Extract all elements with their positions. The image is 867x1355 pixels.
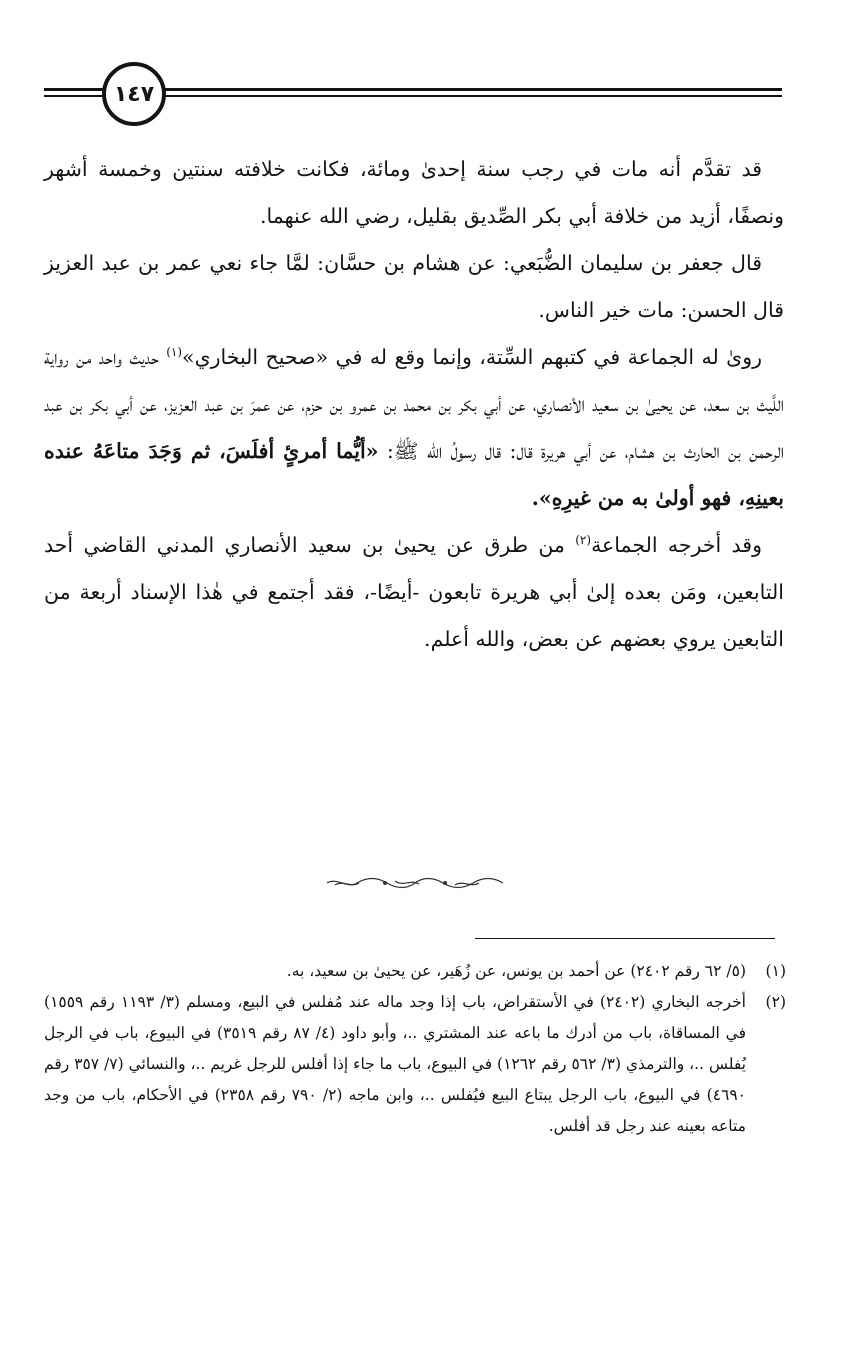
header-rule-right — [164, 88, 782, 91]
page-number: ١٤٧ — [102, 62, 166, 126]
footnote-text: أخرجه البخاري (٢٤٠٢) في الأستقراض، باب إذا وجد ماله عند مُفلس في البيع، ومسلم (٣/ ١١٩٣ رقم ١٥٥٩) في المساقاة، باب من أدرك ما باعه عند المشتري ..، وأبو داود (٤/ ٨٧ رقم ٣٥١٩) في البيوع، باب في الرجل يُفلس ..، والترمذي (٣/ ٥٦٢ رقم ١٢٦٢) في البيوع، باب ما جاء إذا أفلس للرجل غريم ..، والنسائي (٧/ ٣٥٧ رقم ٤٦٩٠) في البيوع، باب الرجل يبتاع البيع فيُفلس ..، وابن ماجه (٢/ ٧٩٠ رقم ٢٣٥٨) في الأحكام، باب من وجد متاعه بعينه عند رجل قد أفلس. — [44, 993, 747, 1135]
paragraph-4-part-b: من طرق عن يحيىٰ بن سعيد الأنصاري المدني القاضي أحد التابعين، ومَن بعده إلىٰ أبي هريرة تابعون -أيضًا-، فقد أجتمع في هٰذا الإسناد أربعة من التابعين يروي بعضهم عن بعض، والله أعلم. — [44, 533, 784, 651]
paragraph-2: قال جعفر بن سليمان الضُّبَعي: عن هشام بن حسَّان: لمَّا جاء نعي عمر بن عبد العزيز قال الحسن: مات خير الناس. — [44, 251, 784, 322]
footnote-1 — [44, 956, 786, 987]
footnote-ref-1[interactable]: (١) — [166, 345, 183, 360]
paragraph-3-part-b: حديث واحد من رواية اللَّيث بن سعد، عن يحيىٰ بن سعيد الأنصاري، عن أبي بكر بن محمد بن عمرو بن حزم، عن عمرَ بن عبد العزيز، عن أبي بكر بن عبد الرحمن بن الحارث بن هشام، عن أبي هريرة قال: قال رسولُ الله ﷺ: — [44, 345, 784, 463]
footnotes — [44, 956, 786, 1142]
main-text — [44, 146, 784, 663]
paragraph-1: قد تقدَّم أنه مات في رجب سنة إحدىٰ ومائة، فكانت خلافته سنتين وخمسة أشهر ونصفًا، أزيد من خلافة أبي بكر الصِّديق بقليل، رضي الله عنهما. — [44, 157, 784, 228]
footnote-number: (١) — [765, 962, 786, 980]
hadith-text: «أيُّما أمرئٍ أفلَسَ، ثم وَجَدَ متاعَهُ عنده بعينِهِ، فهو أولىٰ به من غيرِهِ». — [44, 439, 784, 510]
footnote-separator — [475, 938, 775, 939]
footnote-text: (٥/ ٦٢ رقم ٢٤٠٢) عن أحمد بن يونس، عن زُهَير، عن يحيىٰ بن سعيد، به. — [286, 962, 746, 980]
footnote-number: (٢) — [765, 993, 786, 1011]
page-header — [44, 62, 782, 132]
paragraph-3-part-a: رویٰ له الجماعة في كتبهم السِّتة، وإنما وقع له في «صحيح البخاري» — [182, 345, 762, 369]
header-rule-left — [44, 88, 104, 91]
header-rule-left-thin — [44, 95, 104, 97]
header-rule-right-thin — [164, 95, 782, 97]
paragraph-4 — [44, 522, 784, 663]
floral-divider-icon — [325, 876, 505, 890]
footnote-ref-2[interactable]: (٢) — [575, 533, 592, 548]
footnote-2 — [44, 987, 786, 1142]
paragraph-4-part-a: وقد أخرجه الجماعة — [591, 533, 762, 557]
paragraph-3 — [44, 334, 784, 522]
